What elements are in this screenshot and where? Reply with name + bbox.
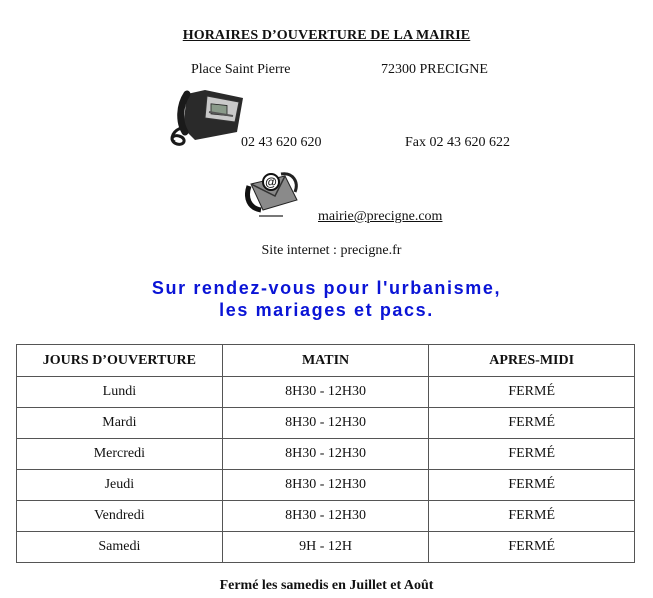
afternoon-cell: FERMÉ xyxy=(429,377,635,408)
day-cell: Jeudi xyxy=(17,470,223,501)
website-text: Site internet : precigne.fr xyxy=(261,243,402,258)
table-row xyxy=(17,470,635,501)
table-row xyxy=(17,439,635,470)
morning-cell: 8H30 - 12H30 xyxy=(222,470,429,501)
desk-phone-icon xyxy=(165,88,245,150)
table-row xyxy=(17,408,635,439)
day-cell: Mercredi xyxy=(17,439,223,470)
table-row xyxy=(17,501,635,532)
day-cell: Vendredi xyxy=(17,501,223,532)
table-row xyxy=(17,377,635,408)
morning-cell: 9H - 12H xyxy=(222,532,429,563)
opening-hours-table xyxy=(16,344,635,563)
table-header-row xyxy=(17,345,635,377)
morning-cell: 8H30 - 12H30 xyxy=(222,408,429,439)
svg-text:@: @ xyxy=(265,175,277,189)
morning-cell: 8H30 - 12H30 xyxy=(222,439,429,470)
page-title: HORAIRES D’OUVERTURE DE LA MAIRIE xyxy=(182,28,471,43)
header-afternoon: APRES-MIDI xyxy=(429,345,635,377)
afternoon-cell: FERMÉ xyxy=(429,470,635,501)
page-title-wrap xyxy=(0,26,653,44)
morning-cell: 8H30 - 12H30 xyxy=(222,501,429,532)
notice-line-2: les mariages et pacs. xyxy=(219,300,434,320)
street-address: Place Saint Pierre xyxy=(191,62,291,77)
header-morning: MATIN xyxy=(222,345,429,377)
day-cell: Samedi xyxy=(17,532,223,563)
email-link[interactable]: mairie@precigne.com xyxy=(318,209,443,224)
afternoon-cell: FERMÉ xyxy=(429,439,635,470)
phone-number: 02 43 620 620 xyxy=(241,135,322,150)
afternoon-cell: FERMÉ xyxy=(429,532,635,563)
afternoon-cell: FERMÉ xyxy=(429,408,635,439)
appointment-notice xyxy=(0,277,653,321)
day-cell: Lundi xyxy=(17,377,223,408)
notice-line-1: Sur rendez-vous pour l'urbanisme, xyxy=(151,278,502,298)
table-row xyxy=(17,532,635,563)
email-at-icon xyxy=(245,170,305,218)
afternoon-cell: FERMÉ xyxy=(429,501,635,532)
postal-city: 72300 PRECIGNE xyxy=(381,62,488,77)
fax-number: Fax 02 43 620 622 xyxy=(405,135,510,150)
day-cell: Mardi xyxy=(17,408,223,439)
morning-cell: 8H30 - 12H30 xyxy=(222,377,429,408)
header-days: JOURS D’OUVERTURE xyxy=(17,345,223,377)
closure-note: Fermé les samedis en Juillet et Août xyxy=(219,578,434,593)
